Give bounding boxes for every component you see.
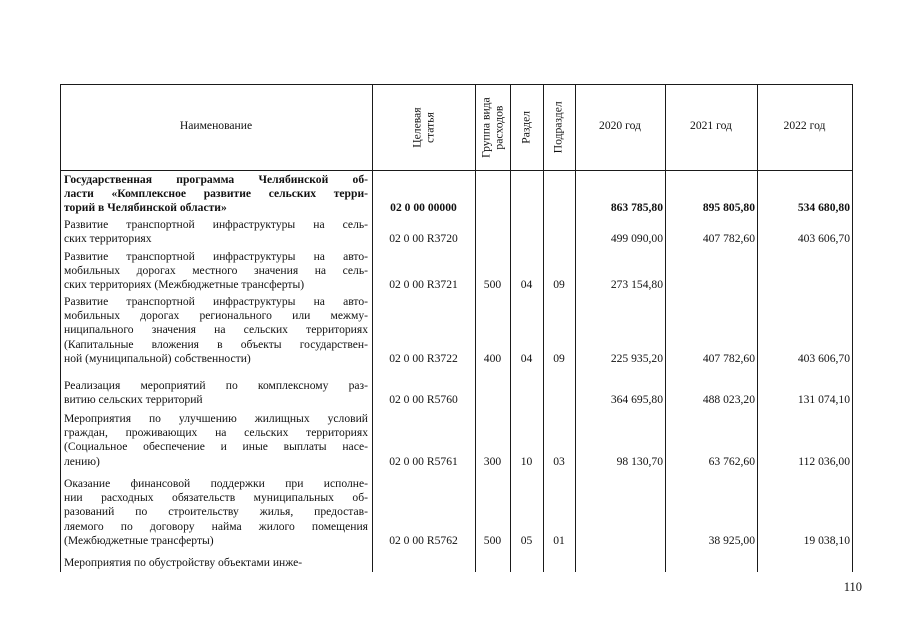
row-value-2020: 225 935,20	[610, 351, 663, 365]
row-name-line: (Социальное обеспечение и иные выплаты насе-	[64, 440, 368, 454]
row-value-2020: 499 090,00	[610, 232, 663, 246]
column-divider	[575, 84, 576, 572]
row-subsection: 03	[553, 454, 565, 468]
header-2021: 2021 год	[690, 119, 732, 132]
row-name-line: (Межбюджетные трансферты)	[64, 533, 214, 547]
row-target-article: 02 0 00 R3720	[389, 232, 458, 246]
row-value-2022: 403 606,70	[797, 351, 850, 365]
row-value-2021: 63 762,60	[708, 454, 755, 468]
header-name: Наименование	[179, 119, 253, 132]
row-section: 05	[520, 533, 533, 547]
row-name-line: нии расходных обязательств муниципальных об-	[64, 491, 368, 505]
row-expense-group: 300	[483, 454, 502, 468]
row-name-line: Мероприятия по улучшению жилищных условий	[64, 412, 368, 425]
row-subsection: 01	[553, 533, 565, 547]
row-subsection: 09	[553, 278, 565, 292]
column-divider	[543, 84, 544, 572]
row-section: 04	[520, 278, 533, 292]
row-name-line: витию сельских территорий	[64, 393, 203, 407]
row-target-article: 02 0 00 R3721	[389, 278, 458, 292]
table-top-border	[60, 84, 853, 85]
header-expense-group: Группа вида расходов	[478, 96, 505, 158]
row-name-line: Государственная программа Челябинской об-	[64, 173, 368, 186]
row-value-2020: 273 154,80	[610, 278, 663, 292]
row-expense-group: 400	[483, 351, 502, 365]
column-divider	[757, 84, 758, 572]
page-number: 110	[843, 580, 862, 594]
row-value-2022: 534 680,80	[797, 201, 850, 215]
column-divider	[665, 84, 666, 572]
row-value-2020: 364 695,80	[610, 393, 663, 407]
row-section: 10	[520, 454, 533, 468]
row-name-line: разований по строительству жилья, предостав-	[64, 505, 368, 519]
row-value-2020: 98 130,70	[616, 454, 663, 468]
row-target-article: 02 0 00 R5761	[389, 454, 458, 468]
row-name-line: лению)	[64, 454, 100, 468]
row-name-line: Реализация мероприятий по комплексному раз-	[64, 379, 368, 392]
row-name-line: Развитие транспортной инфраструктуры на авто-	[64, 295, 368, 308]
row-name-line: граждан, проживающих на сельских территориях	[64, 426, 368, 440]
header-subsection: Подраздел	[551, 100, 565, 153]
row-expense-group: 500	[483, 278, 502, 292]
row-subsection: 09	[553, 351, 565, 365]
row-name-line: торий в Челябинской области»	[64, 201, 227, 215]
header-2020: 2020 год	[599, 119, 641, 132]
row-expense-group: 500	[483, 533, 502, 547]
row-value-2021: 488 023,20	[702, 393, 755, 407]
row-target-article: 02 0 00 R5762	[389, 533, 458, 547]
column-divider	[475, 84, 476, 572]
row-value-2021: 895 805,80	[702, 201, 755, 215]
row-name-line: ских территориях (Межбюджетные трансферты)	[64, 278, 305, 292]
row-name-line: Развитие транспортной инфраструктуры на авто-	[64, 250, 368, 263]
header-target-article: Целевая статья	[409, 106, 436, 148]
row-name-line: ной (муниципальной) собственности)	[64, 351, 251, 365]
row-value-2021: 407 782,60	[702, 232, 755, 246]
row-name-line: ласти «Комплексное развитие сельских терри-	[64, 187, 368, 201]
column-divider	[372, 84, 373, 572]
row-value-2022: 19 038,10	[803, 533, 850, 547]
row-name-line: ских территориях	[64, 232, 152, 246]
row-name-line: мобильных дорогах регионального или межму-	[64, 309, 368, 323]
row-value-2020: 863 785,80	[610, 201, 663, 215]
row-value-2022: 112 036,00	[798, 454, 850, 468]
row-name-line: ниципального значения на сельских территориях	[64, 323, 368, 337]
row-section: 04	[520, 351, 533, 365]
row-name-line: Развитие транспортной инфраструктуры на сель-	[64, 218, 368, 231]
row-value-2022: 403 606,70	[797, 232, 850, 246]
row-value-2021: 38 925,00	[708, 533, 755, 547]
column-divider	[60, 84, 61, 572]
row-name-line: Мероприятия по обустройству объектами инже-	[64, 556, 303, 569]
header-bottom-border	[60, 170, 853, 171]
row-target-article: 02 0 00 R3722	[389, 351, 458, 365]
row-name-line: мобильных дорогах местного значения на сель-	[64, 264, 368, 278]
row-value-2022: 131 074,10	[797, 393, 850, 407]
row-value-2021: 407 782,60	[702, 351, 755, 365]
row-name-line: Оказание финансовой поддержки при исполне-	[64, 477, 368, 490]
row-target-article: 02 0 00 R5760	[389, 393, 458, 407]
column-divider	[510, 84, 511, 572]
header-2022: 2022 год	[783, 119, 826, 132]
header-section: Раздел	[519, 110, 533, 144]
row-target-article: 02 0 00 00000	[390, 201, 457, 215]
row-name-line: ляемого по договору найма жилого помещения	[64, 519, 368, 533]
column-divider	[852, 84, 853, 572]
row-name-line: (Капитальные вложения в объекты государствен-	[64, 337, 368, 351]
